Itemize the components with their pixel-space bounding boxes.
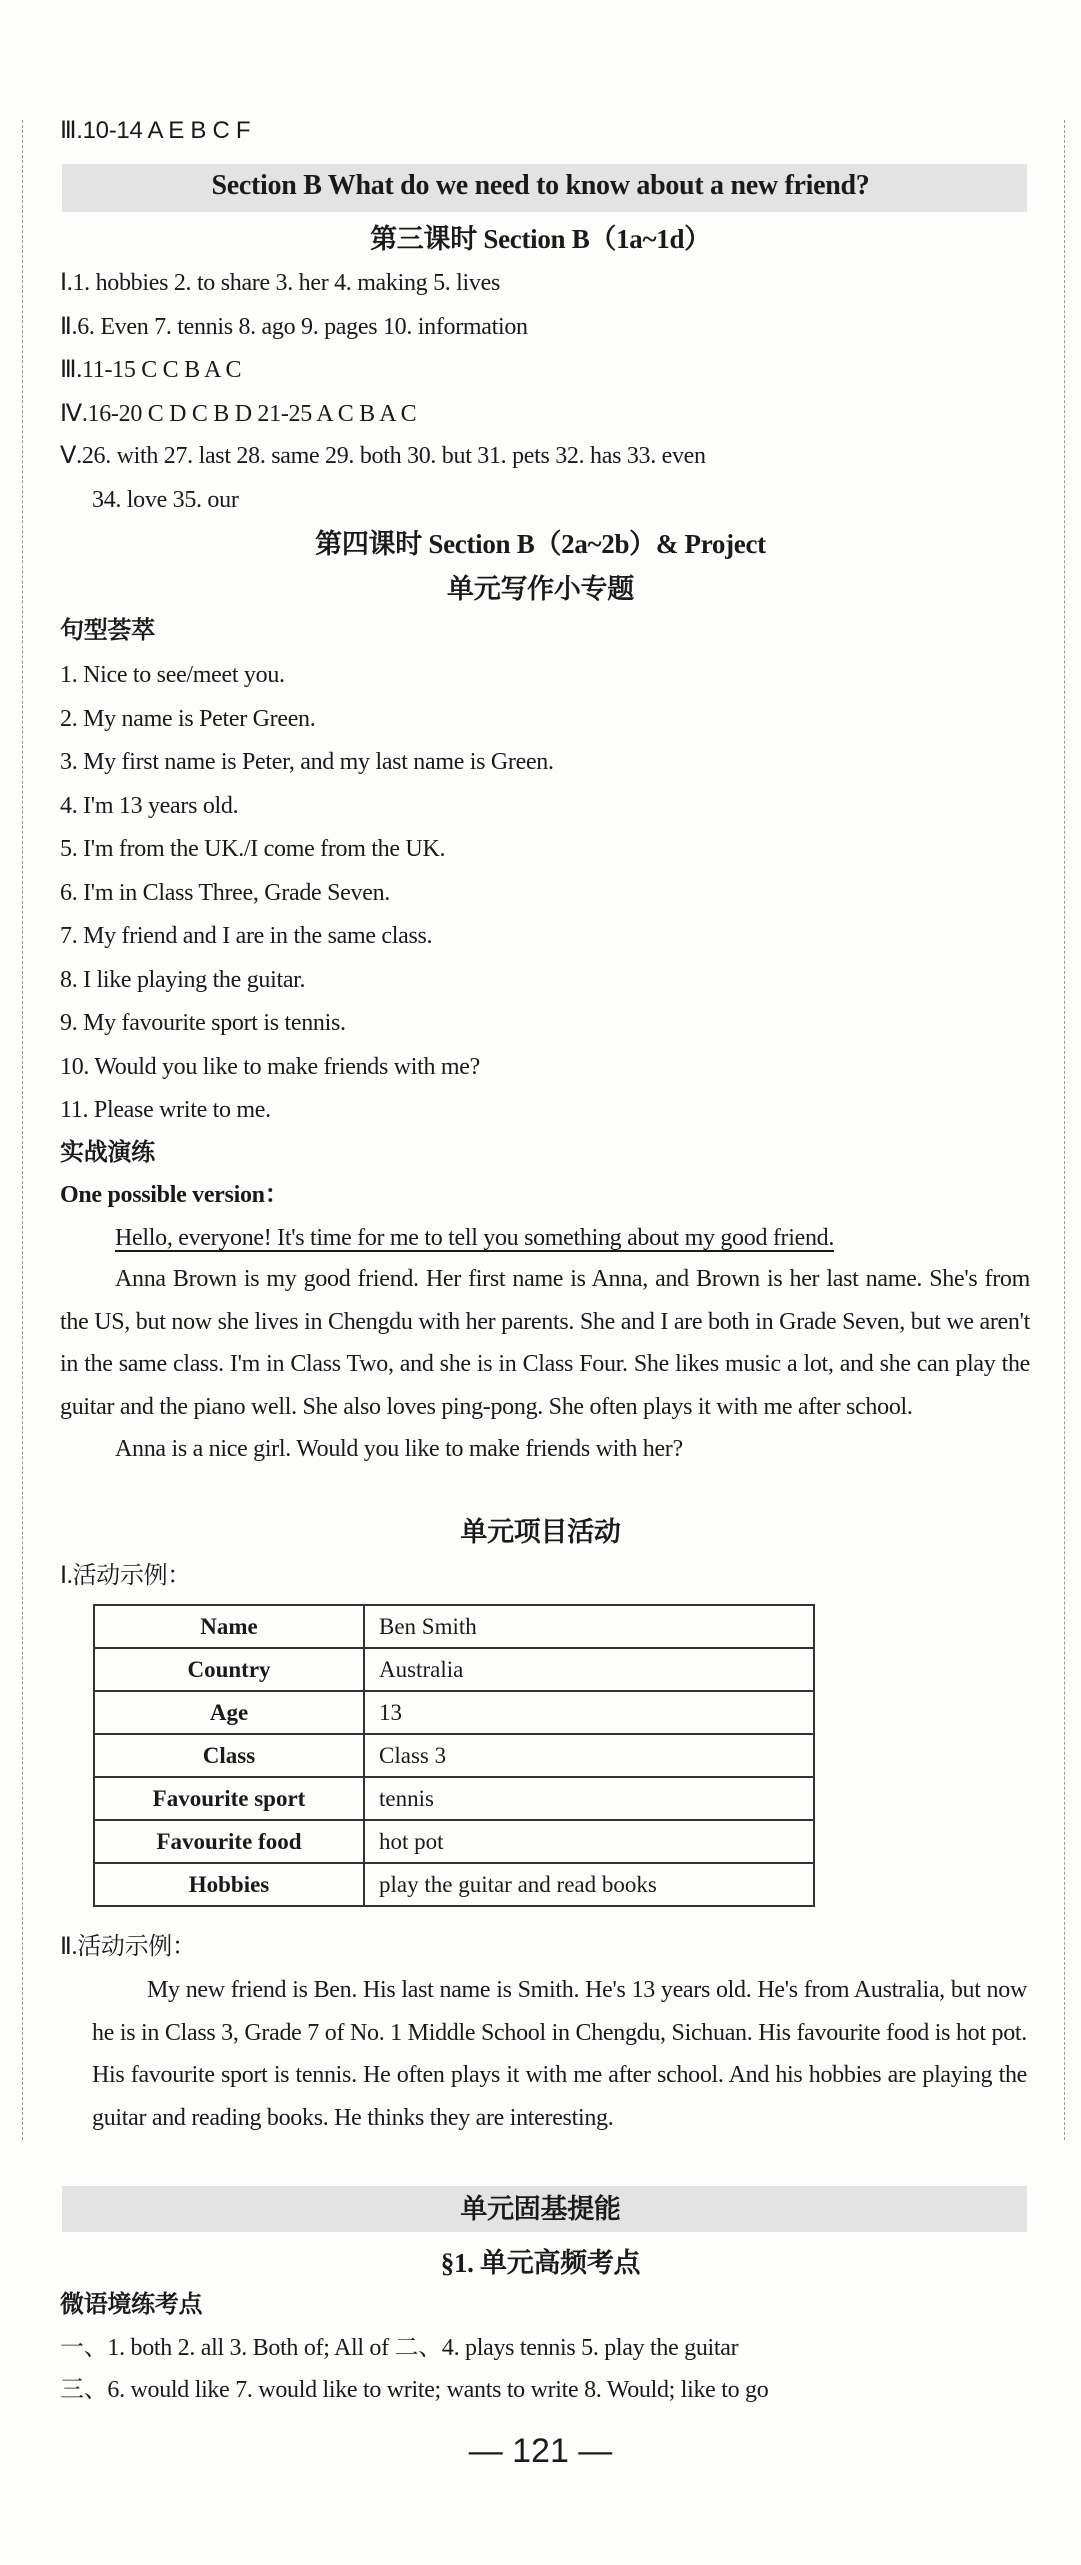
answer-line: Ⅴ.26. with 27. last 28. same 29. both 30. but 31. pets 32. has 33. even: [60, 443, 706, 469]
table-row: Name Ben Smith: [94, 1605, 814, 1648]
answer-line: 一、1. both 2. all 3. Both of; All of 二、4. plays tennis 5. play the guitar: [60, 2335, 739, 2361]
sentence-item: 3. My first name is Peter, and my last name is Green.: [60, 749, 554, 775]
essay: [60, 1258, 1030, 1471]
part2-label: Ⅱ.活动示例：: [60, 1934, 196, 1960]
s1-heading: 微语境练考点: [60, 2292, 203, 2318]
lesson4-subtitle: 单元写作小专题: [447, 574, 634, 604]
project-heading: 单元项目活动: [460, 1517, 621, 1547]
sentence-item: 8. I like playing the guitar.: [60, 967, 306, 993]
table-row: Favourite food hot pot: [94, 1820, 814, 1863]
answer-line: Ⅳ.16-20 C D C B D 21-25 A C B A C: [60, 401, 417, 427]
answer-line: Ⅰ.1. hobbies 2. to share 3. her 4. making 5. lives: [60, 270, 501, 296]
answer-line: 34. love 35. our: [92, 487, 239, 513]
right-border: [1064, 120, 1065, 2140]
table-row: Favourite sport tennis: [94, 1777, 814, 1820]
lesson4-title: 第四课时 Section B（2a~2b）& Project: [315, 529, 766, 559]
version-label: One possible version：: [60, 1182, 289, 1208]
left-border: [22, 120, 23, 2140]
table-row: Age 13: [94, 1691, 814, 1734]
lesson3-title: 第三课时 Section B（1a~1d）: [370, 224, 711, 254]
sentence-item: 2. My name is Peter Green.: [60, 706, 316, 732]
essay-paragraph: Anna Brown is my good friend. Her first name is Anna, and Brown is her last name. She's from the US, but now she lives in Chengdu with her parents. She and I are both in Grade Seven, but we aren't in the same class. I'm in Class Two, and she is in Class Four. She likes music a lot, and she can play the guitar and the piano well. She also loves ping-pong. She often plays it with me after school.: [60, 1266, 1030, 1420]
part1-label: Ⅰ.活动示例：: [60, 1563, 191, 1589]
page-number: — 121 —: [468, 2432, 613, 2470]
unit-banner-title: 单元固基提能: [460, 2194, 621, 2224]
answer-line: Ⅱ.6. Even 7. tennis 8. ago 9. pages 10. information: [60, 314, 528, 340]
part2-paragraph: My new friend is Ben. His last name is Smith. He's 13 years old. He's from Australia, but now he is in Class 3, Grade 7 of No. 1 Middle School in Chengdu, Sichuan. His favourite food is hot pot. His favourite sport is tennis. He often plays it with me after school. And his hobbies are playing the guitar and reading books. He thinks they are interesting.: [92, 1977, 1027, 2131]
answer-line: Ⅲ.11-15 C C B A C: [60, 357, 242, 383]
sentence-item: 5. I'm from the UK./I come from the UK.: [60, 836, 446, 862]
sentence-item: 10. Would you like to make friends with me?: [60, 1054, 480, 1080]
sentences-heading: 句型荟萃: [60, 618, 155, 644]
practice-heading: 实战演练: [60, 1140, 155, 1166]
intro-sentence: Hello, everyone! It's time for me to tell you something about my good friend.: [115, 1225, 835, 1251]
answer-line: Ⅲ.10-14 A E B C F: [60, 117, 251, 144]
essay-paragraph: Anna is a nice girl. Would you like to make friends with her?: [115, 1436, 683, 1462]
sentence-item: 7. My friend and I are in the same class.: [60, 923, 433, 949]
sentence-item: 4. I'm 13 years old.: [60, 793, 239, 819]
sentence-item: 6. I'm in Class Three, Grade Seven.: [60, 880, 390, 906]
table-row: Hobbies play the guitar and read books: [94, 1863, 814, 1906]
table-row: Country Australia: [94, 1648, 814, 1691]
answer-line: 三、6. would like 7. would like to write; wants to write 8. Would; like to go: [60, 2377, 769, 2403]
section-title: Section B What do we need to know about a new friend?: [211, 170, 870, 201]
part2-text-block: [92, 1969, 1027, 2139]
sentence-item: 11. Please write to me.: [60, 1097, 271, 1123]
table-row: Class Class 3: [94, 1734, 814, 1777]
sentence-item: 9. My favourite sport is tennis.: [60, 1010, 346, 1036]
s1-title: §1. 单元高频考点: [440, 2248, 641, 2278]
profile-table: [93, 1604, 815, 1907]
sentence-item: 1. Nice to see/meet you.: [60, 662, 285, 688]
